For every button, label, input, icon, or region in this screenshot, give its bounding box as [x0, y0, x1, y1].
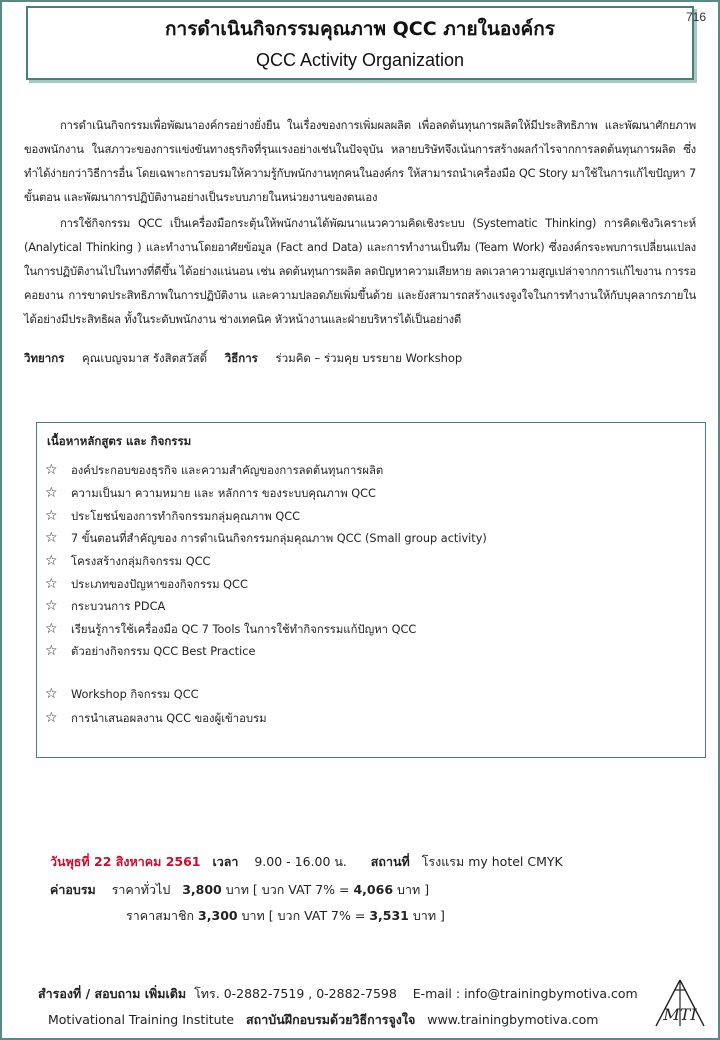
list-item: ☆ ตัวอย่างกิจกรรม QCC Best Practice — [45, 643, 256, 659]
general-total: 4,066 — [353, 882, 394, 897]
contact-line — [38, 984, 638, 1004]
currency: บาท — [412, 908, 437, 923]
title-english: QCC Activity Organization — [255, 50, 465, 70]
event-venue: โรงแรม my hotel CMYK — [421, 854, 563, 869]
header-box — [26, 6, 694, 80]
list-item: ☆ Workshop กิจกรรม QCC — [45, 686, 199, 702]
member-total: 3,531 — [369, 908, 409, 923]
currency: บาท — [241, 908, 265, 923]
list-item: ☆ กระบวนการ PDCA — [45, 598, 166, 614]
fee-label: ค่าอบรม — [50, 882, 96, 897]
currency: บาท — [397, 882, 421, 897]
star-icon: ☆ — [45, 485, 58, 501]
org-name-en: Motivational Training Institute — [48, 1012, 235, 1027]
list-item: ☆ ความเป็นมา ความหมาย และ หลักการ ของระบบคุณภาพ QCC — [45, 485, 376, 501]
org-website[interactable]: www.trainingbymotiva.com — [427, 1012, 599, 1027]
member-vat-label: [ บวก VAT 7% = — [268, 908, 366, 923]
member-price-label: ราคาสมาชิก — [126, 908, 195, 923]
star-icon: ☆ — [45, 576, 58, 592]
list-item: ☆ องค์ประกอบของธุรกิจ และความสำคัญของการลดต้นทุนการผลิต — [45, 462, 384, 478]
star-icon: ☆ — [45, 508, 58, 524]
general-price-label: ราคาทั่วไป — [111, 882, 171, 897]
list-item: ☆ การนำเสนอผลงาน QCC ของผู้เข้าอบรม — [45, 710, 267, 726]
star-icon: ☆ — [45, 710, 58, 726]
star-icon: ☆ — [45, 553, 58, 569]
star-icon: ☆ — [45, 643, 58, 659]
star-icon: ☆ — [45, 621, 58, 637]
speaker-label: วิทยากร — [24, 351, 65, 365]
star-icon: ☆ — [45, 462, 58, 478]
venue-label: สถานที่ — [370, 854, 410, 869]
speaker-name: คุณเบญจมาส รังสิตสวัสดิ์ — [82, 351, 208, 365]
contact-phone: โทร. 0-2882-7519 , 0-2882-7598 — [194, 986, 397, 1001]
page-number: 716 — [685, 10, 706, 24]
mti-logo — [650, 976, 710, 1030]
star-icon: ☆ — [45, 530, 58, 546]
list-item: ☆ ประโยชน์ของการทำกิจกรรมกลุ่มคุณภาพ QCC — [45, 508, 301, 524]
close-bracket: ] — [440, 908, 445, 923]
star-icon: ☆ — [45, 686, 58, 702]
currency: บาท — [225, 882, 249, 897]
list-item: ☆ ประเภทของปัญหาของกิจกรรม QCC — [45, 576, 248, 592]
fee-member-row — [126, 906, 445, 926]
list-item: ☆ โครงสร้างกลุ่มกิจกรรม QCC — [45, 553, 211, 569]
event-date: วันพุธที่ 22 สิงหาคม 2561 — [50, 854, 201, 869]
general-price: 3,800 — [182, 882, 222, 897]
method-label: วิธีการ — [224, 351, 258, 365]
content-title: เนื้อหาหลักสูตร และ กิจกรรม — [47, 434, 192, 448]
org-name-th: สถาบันฝึกอบรมด้วยวิธีการจูงใจ — [246, 1012, 416, 1027]
intro-paragraph-2: การใช้กิจกรรม QCC เป็นเครื่องมือกระตุ้นให้พนักงานได้พัฒนาแนวความคิดเชิงระบบ (Systematic Thinking) การคิดเชิงวิเคราะห์ (Analytical Thinking ) และทำงานโดยอาศัยข้อมูล (Fact and Data) และการทำงานเป็นทีม (Team Work) ซึ่งองค์กรจะพบการเปลี่ยนแปลงในการปฏิบัติงานไปในทางที่ดีขึ้น ได้อย่างแน่นอน เช่น ลดต้นทุนการผลิต ลดปัญหาความเสียหาย ลดเวลาความสูญเปล่าจากการแก้ไขงาน การรอคอยงาน การขาดประสิทธิภาพในการปฏิบัติงาน และความปลอดภัยเพิ่มขึ้นด้วย และยังสามารถสร้างแรงจูงใจในการทำงานให้กับบุคลากรภายในได้อย่างมีประสิทธิผล ทั้งในระดับพนักงาน ช่างเทคนิค หัวหน้างานและฝ่ายบริหารได้เป็นอย่างดี — [24, 217, 696, 326]
method-text: ร่วมคิด – ร่วมคุย บรรยาย Workshop — [275, 351, 463, 365]
list-item: ☆ 7 ขั้นตอนที่สำคัญของ การดำเนินกิจกรรมกลุ่มคุณภาพ QCC (Small group activity) — [45, 530, 487, 546]
general-vat-label: [ บวก VAT 7% = — [252, 882, 350, 897]
contact-label: สำรองที่ / สอบถาม เพิ่มเติม — [38, 986, 187, 1001]
fee-general-row — [50, 880, 429, 900]
intro-paragraph-1: การดำเนินกิจกรรมเพื่อพัฒนาองค์กรอย่างยั่งยืน ในเรื่องของการเพิ่มผลผลิต เพื่อลดต้นทุนการผลิตให้มีประสิทธิภาพ และพัฒนาศักยภาพของพนักงาน ในสภาวะของการแข่งขันทางธุรกิจที่รุนแรงอย่างเช่นในปัจจุบัน หลายบริษัทจึงเน้นการสร้างผลกำไรจากการลดต้นทุนการผลิต ซึ่งทำได้ง่ายกว่าวิธีการอื่น โดยเฉพาะการอบรมให้ความรู้กับพนักงานทุกคนในองค์กร ให้สามารถนำเครื่องมือ QC Story มาใช้ในการแก้ไขปัญหา 7 ขั้นตอน และพัฒนาการปฏิบัติงานอย่างเป็นระบบภายในหน่วยงานของตนเอง — [24, 119, 696, 204]
org-line — [48, 1010, 598, 1030]
event-time: 9.00 - 16.00 น. — [254, 854, 347, 869]
speaker-line — [24, 350, 696, 368]
title-thai: การดำเนินกิจกรรมคุณภาพ QCC ภายในองค์กร — [165, 18, 555, 40]
member-price: 3,300 — [198, 908, 238, 923]
schedule-line — [50, 852, 563, 872]
course-content-box — [36, 422, 706, 758]
close-bracket: ] — [424, 882, 430, 897]
time-label: เวลา — [212, 854, 239, 869]
logo-text: MTI — [663, 1005, 697, 1024]
list-item: ☆ เรียนรู้การใช้เครื่องมือ QC 7 Tools ในการใช้ทำกิจกรรมแก้ปัญหา QCC — [45, 621, 417, 637]
contact-email[interactable]: E-mail : info@trainingbymotiva.com — [412, 986, 638, 1001]
star-icon: ☆ — [45, 598, 58, 614]
